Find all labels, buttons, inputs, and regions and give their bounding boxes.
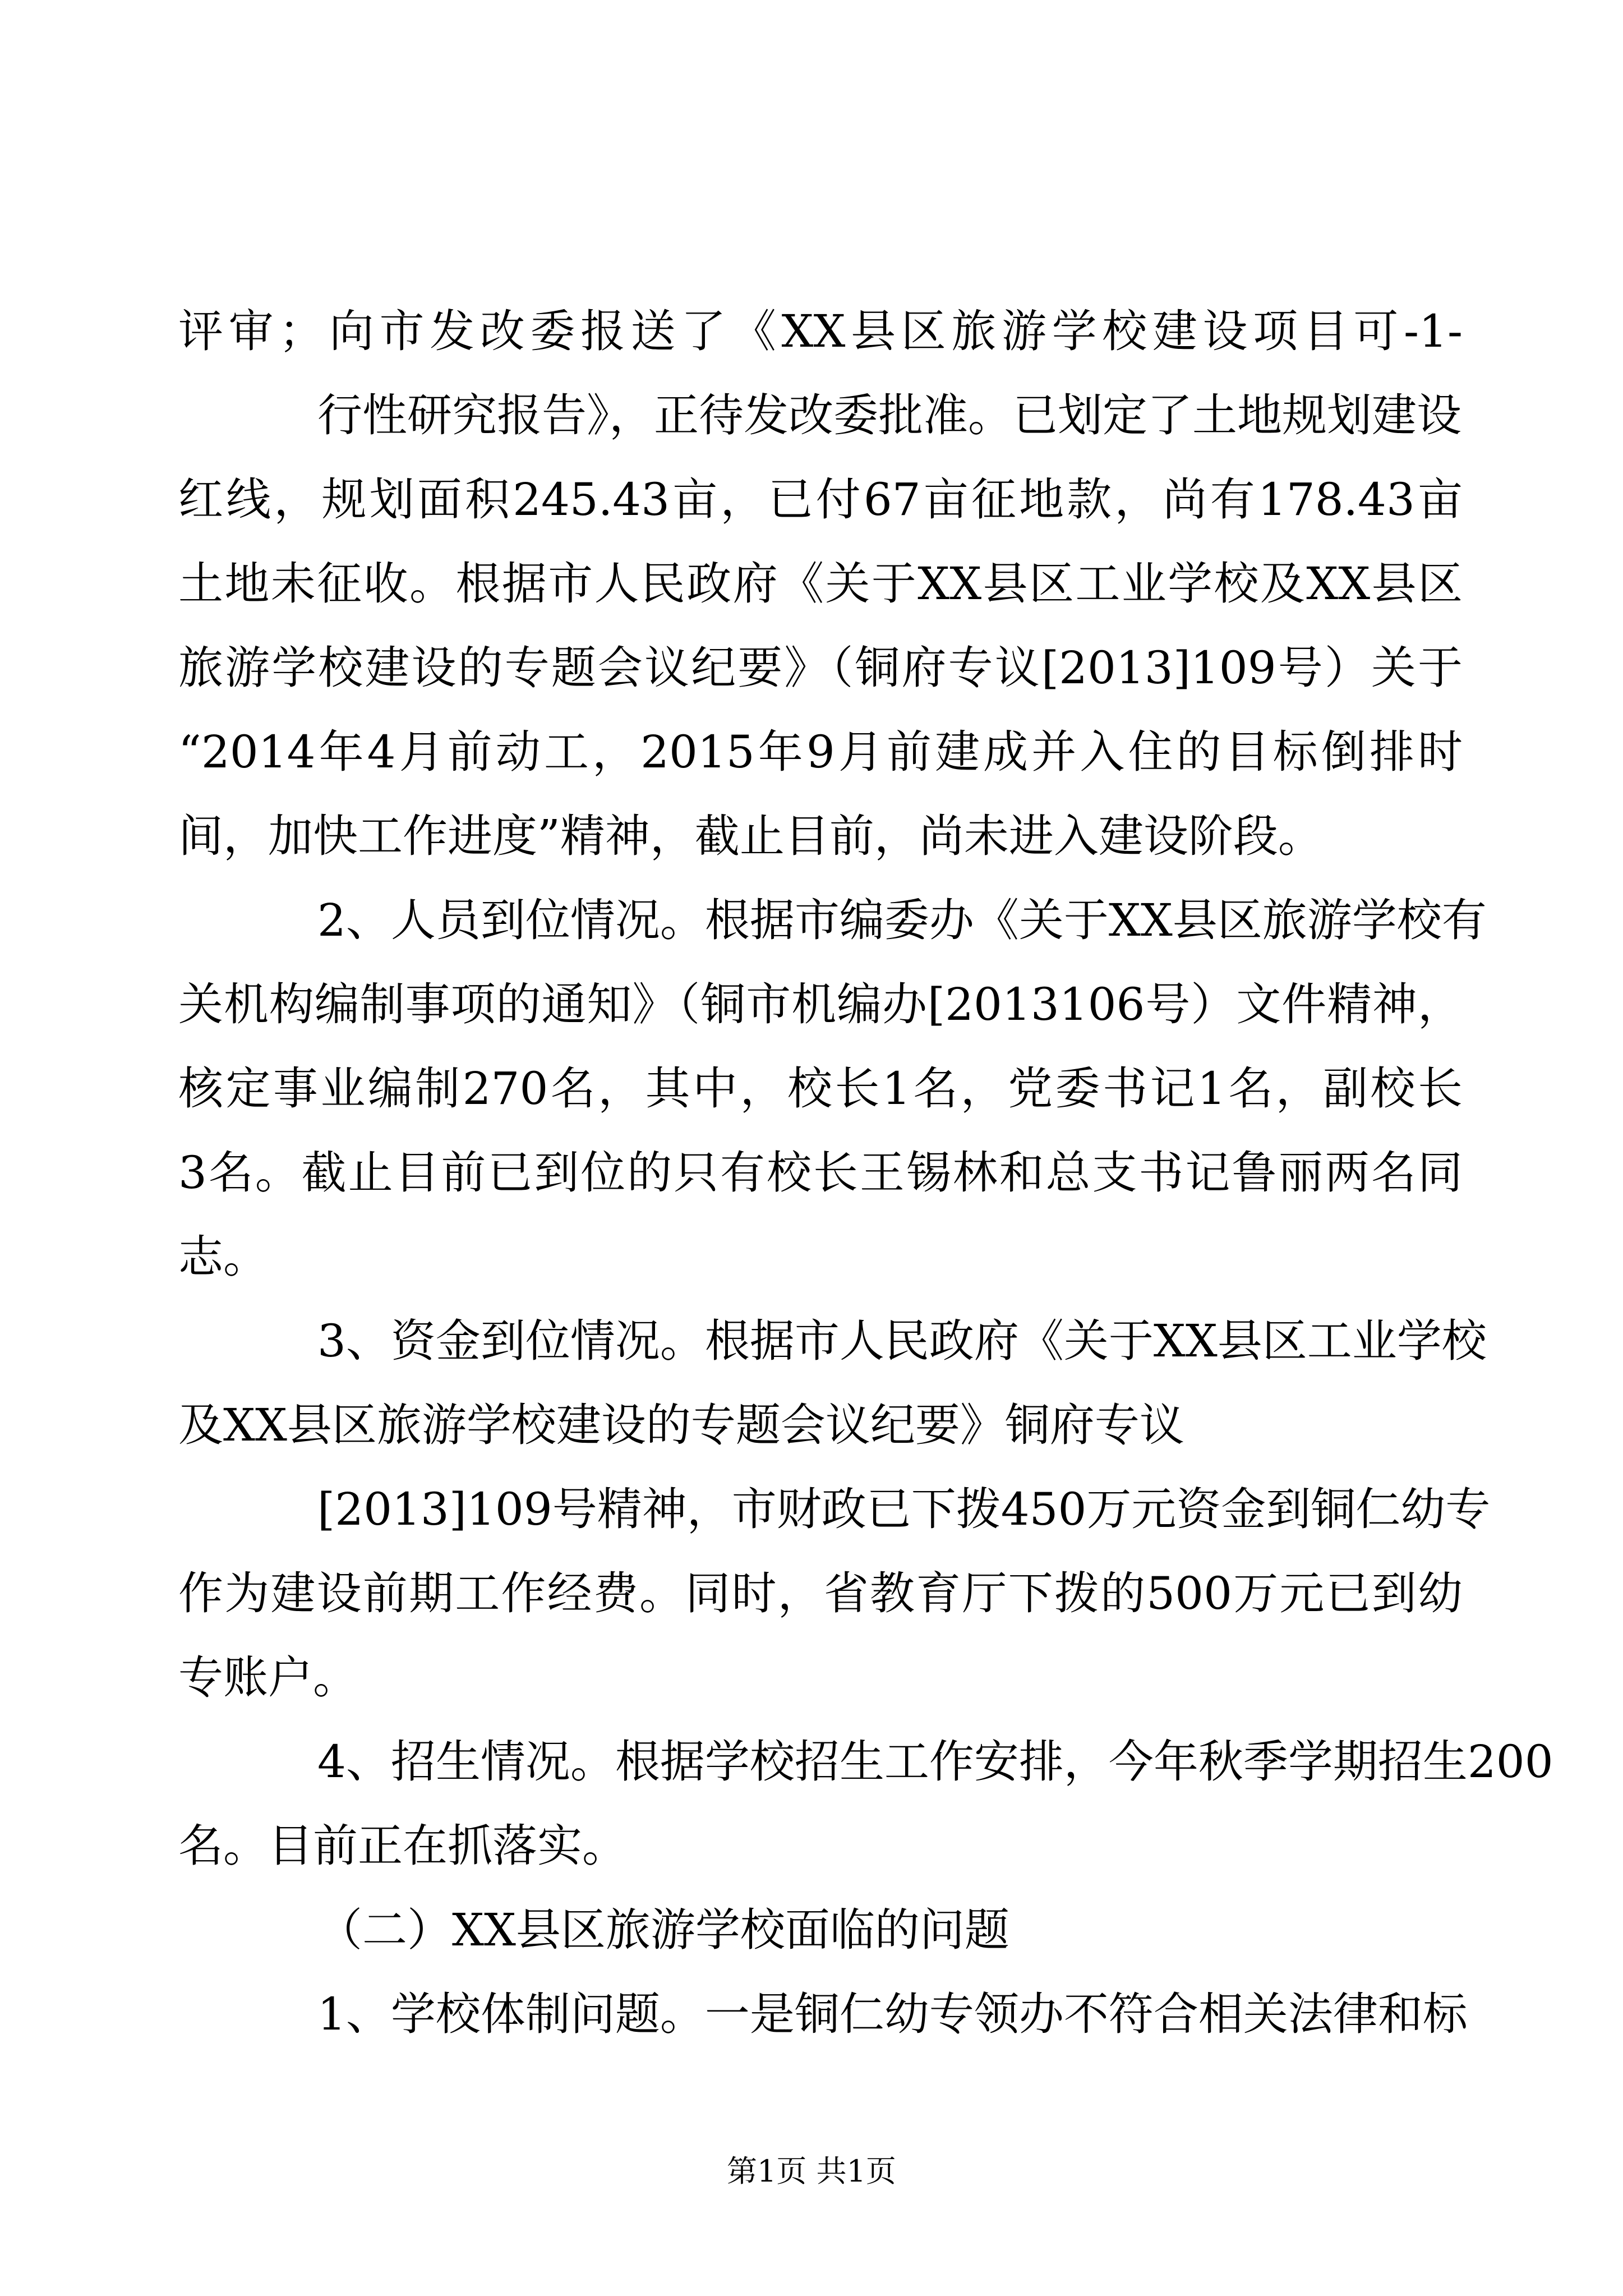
text-line-16: 作为建设前期工作经费。同时，省教育厅下拨的500万元已到幼 (178, 1567, 1463, 1619)
text-line-17: 专账户。 (178, 1651, 358, 1704)
text-line-9: 关机构编制事项的通知》（铜市机编办[2013106号）文件精神， (178, 978, 1463, 1030)
text-line-2: 行性研究报告》，正待发改委批准。已划定了土地规划建设 (317, 389, 1461, 441)
text-line-11: 3名。截止目前已到位的只有校长王锡林和总支书记鲁丽两名同 (178, 1147, 1463, 1199)
text-line-7: 间，加快工作进度”精神，截止目前，尚未进入建设阶段。 (178, 810, 1323, 862)
text-line-8: 2、人员到位情况。根据市编委办《关于XX县区旅游学校有 (317, 894, 1487, 946)
text-line-14: 及XX县区旅游学校建设的专题会议纪要》铜府专议 (178, 1399, 1184, 1451)
text-line-3: 红线，规划面积245.43亩，已付67亩征地款，尚有178.43亩 (178, 473, 1463, 526)
text-line-12: 志。 (178, 1231, 268, 1283)
text-line-19: 名。目前正在抓落实。 (178, 1820, 627, 1872)
text-line-21: 1、学校体制问题。一是铜仁幼专领办不符合相关法律和标 (317, 1988, 1468, 2040)
text-line-6: “2014年4月前动工，2015年9月前建成并入住的目标倒排时 (178, 726, 1463, 778)
page-footer: 第1页 共1页 (727, 2154, 896, 2189)
text-line-1: 评审；向市发改委报送了《XX县区旅游学校建设项目可-1- (178, 305, 1463, 357)
text-line-10: 核定事业编制270名，其中，校长1名，党委书记1名，副校长 (178, 1062, 1463, 1115)
section-heading: （二）XX县区旅游学校面临的问题 (317, 1904, 1009, 1956)
text-line-18: 4、招生情况。根据学校招生工作安排，今年秋季学期招生200 (317, 1736, 1553, 1788)
text-line-5: 旅游学校建设的专题会议纪要》（铜府专议[2013]109号）关于 (178, 642, 1463, 694)
text-line-4: 土地未征收。根据市人民政府《关于XX县区工业学校及XX县区 (178, 558, 1463, 610)
text-line-15: [2013]109号精神，市财政已下拨450万元资金到铜仁幼专 (317, 1483, 1491, 1535)
text-line-13: 3、资金到位情况。根据市人民政府《关于XX县区工业学校 (317, 1315, 1487, 1367)
